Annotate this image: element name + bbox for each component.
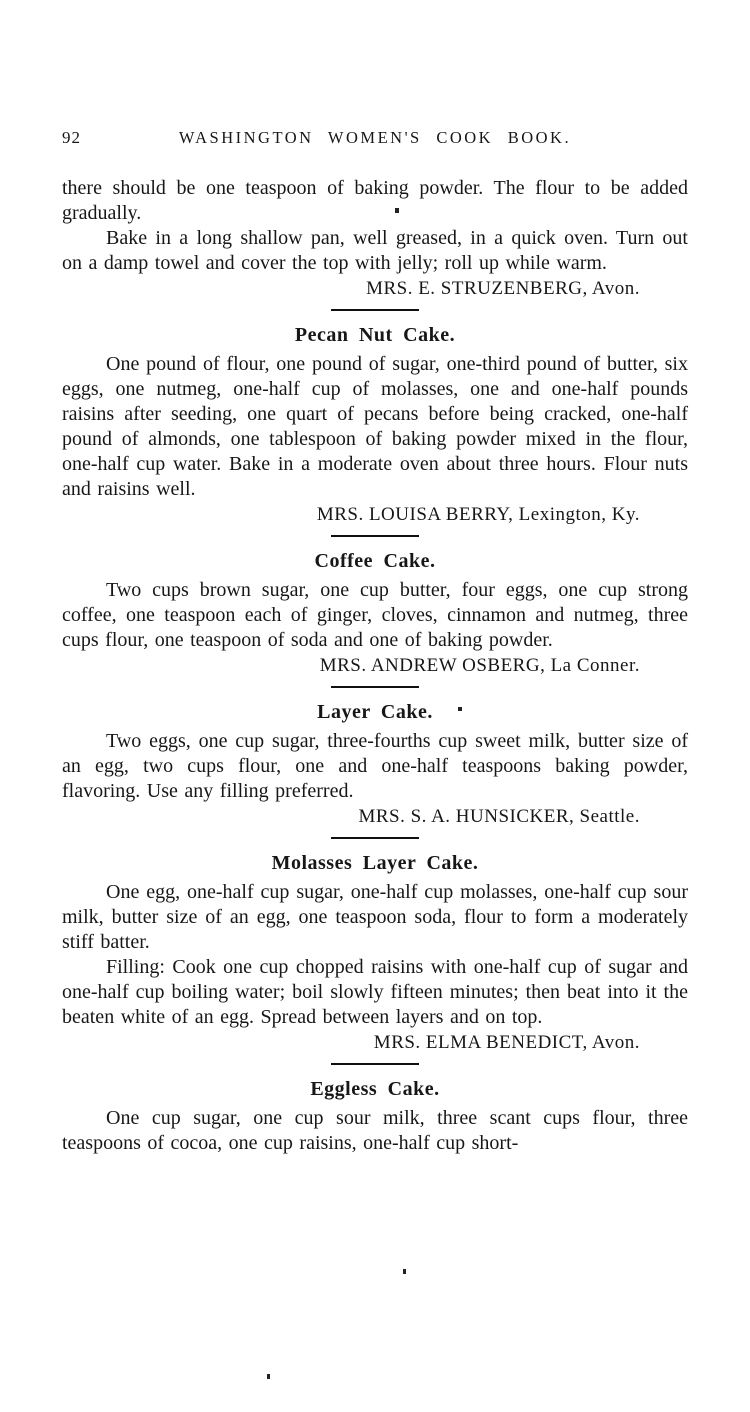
recipe-paragraph: One pound of flour, one pound of sugar, one-third pound of butter, six eggs, one nutmeg, one-half cup of molasses, one and one-half pounds raisins after seeding, one quart of pecans before being cracked, one-half pound of almonds, one tablespoon of baking powder mixed in the flour, one-half cup water. Bake in a moderate oven about three hours. Flour nuts and raisins well. [62, 353, 688, 500]
recipe-title: Eggless Cake. [310, 1078, 440, 1100]
scan-speck [267, 1374, 270, 1379]
section-divider [331, 837, 419, 839]
scan-speck [458, 707, 462, 711]
recipe-section-molasses-layer-cake [62, 852, 688, 1055]
page-header [62, 128, 688, 150]
recipe-continuation [62, 176, 688, 301]
recipe-section-pecan-nut-cake [62, 324, 688, 527]
recipe-section-layer-cake [62, 701, 688, 829]
recipe-title: Molasses Layer Cake. [271, 852, 479, 874]
recipe-section-coffee-cake [62, 550, 688, 678]
recipe-paragraph: Two cups brown sugar, one cup butter, four eggs, one cup strong coffee, one teaspoon each of ginger, cloves, cinnamon and nutmeg, three cups flour, one teaspoon of soda and one of baking powder. [62, 579, 688, 651]
recipe-title: Pecan Nut Cake. [294, 324, 456, 346]
recipe-attribution: MRS. ANDREW OSBERG, La Conner. [319, 655, 640, 676]
recipe-attribution: MRS. E. STRUZENBERG, Avon. [366, 278, 640, 299]
section-divider [331, 686, 419, 688]
section-divider [331, 309, 419, 311]
recipe-paragraph: One cup sugar, one cup sour milk, three scant cups flour, three teaspoons of cocoa, one cup raisins, one-half cup short- [62, 1107, 688, 1154]
scan-speck [395, 208, 399, 213]
recipe-section-eggless-cake [62, 1078, 688, 1156]
recipe-paragraph: there should be one teaspoon of baking powder. The flour to be added gradually. [62, 177, 688, 224]
recipe-paragraph: One egg, one-half cup sugar, one-half cup molasses, one-half cup sour milk, butter size of an egg, one teaspoon soda, flour to form a moderately stiff batter. [62, 881, 688, 953]
recipe-attribution: MRS. S. A. HUNSICKER, Seattle. [358, 806, 640, 827]
recipe-title: Layer Cake. [317, 701, 433, 723]
running-title: WASHINGTON WOMEN'S COOK BOOK. [178, 128, 572, 147]
recipe-attribution: MRS. ELMA BENEDICT, Avon. [373, 1032, 640, 1053]
recipe-paragraph: Two eggs, one cup sugar, three-fourths cup sweet milk, butter size of an egg, two cups flour, one and one-half teaspoons baking powder, flavoring. Use any filling preferred. [62, 730, 688, 802]
recipe-paragraph: Filling: Cook one cup chopped raisins with one-half cup of sugar and one-half cup boiling water; boil slowly fifteen minutes; then beat into it the beaten white of an egg. Spread between layers and on top. [62, 956, 688, 1028]
section-divider [331, 1063, 419, 1065]
page-number: 92 [62, 128, 81, 147]
section-divider [331, 535, 419, 537]
recipe-attribution: MRS. LOUISA BERRY, Lexington, Ky. [316, 504, 640, 525]
recipe-paragraph: Bake in a long shallow pan, well greased, in a quick oven. Turn out on a damp towel and cover the top with jelly; roll up while warm. [62, 227, 688, 274]
recipe-title: Coffee Cake. [314, 550, 436, 572]
scan-speck [403, 1269, 406, 1274]
